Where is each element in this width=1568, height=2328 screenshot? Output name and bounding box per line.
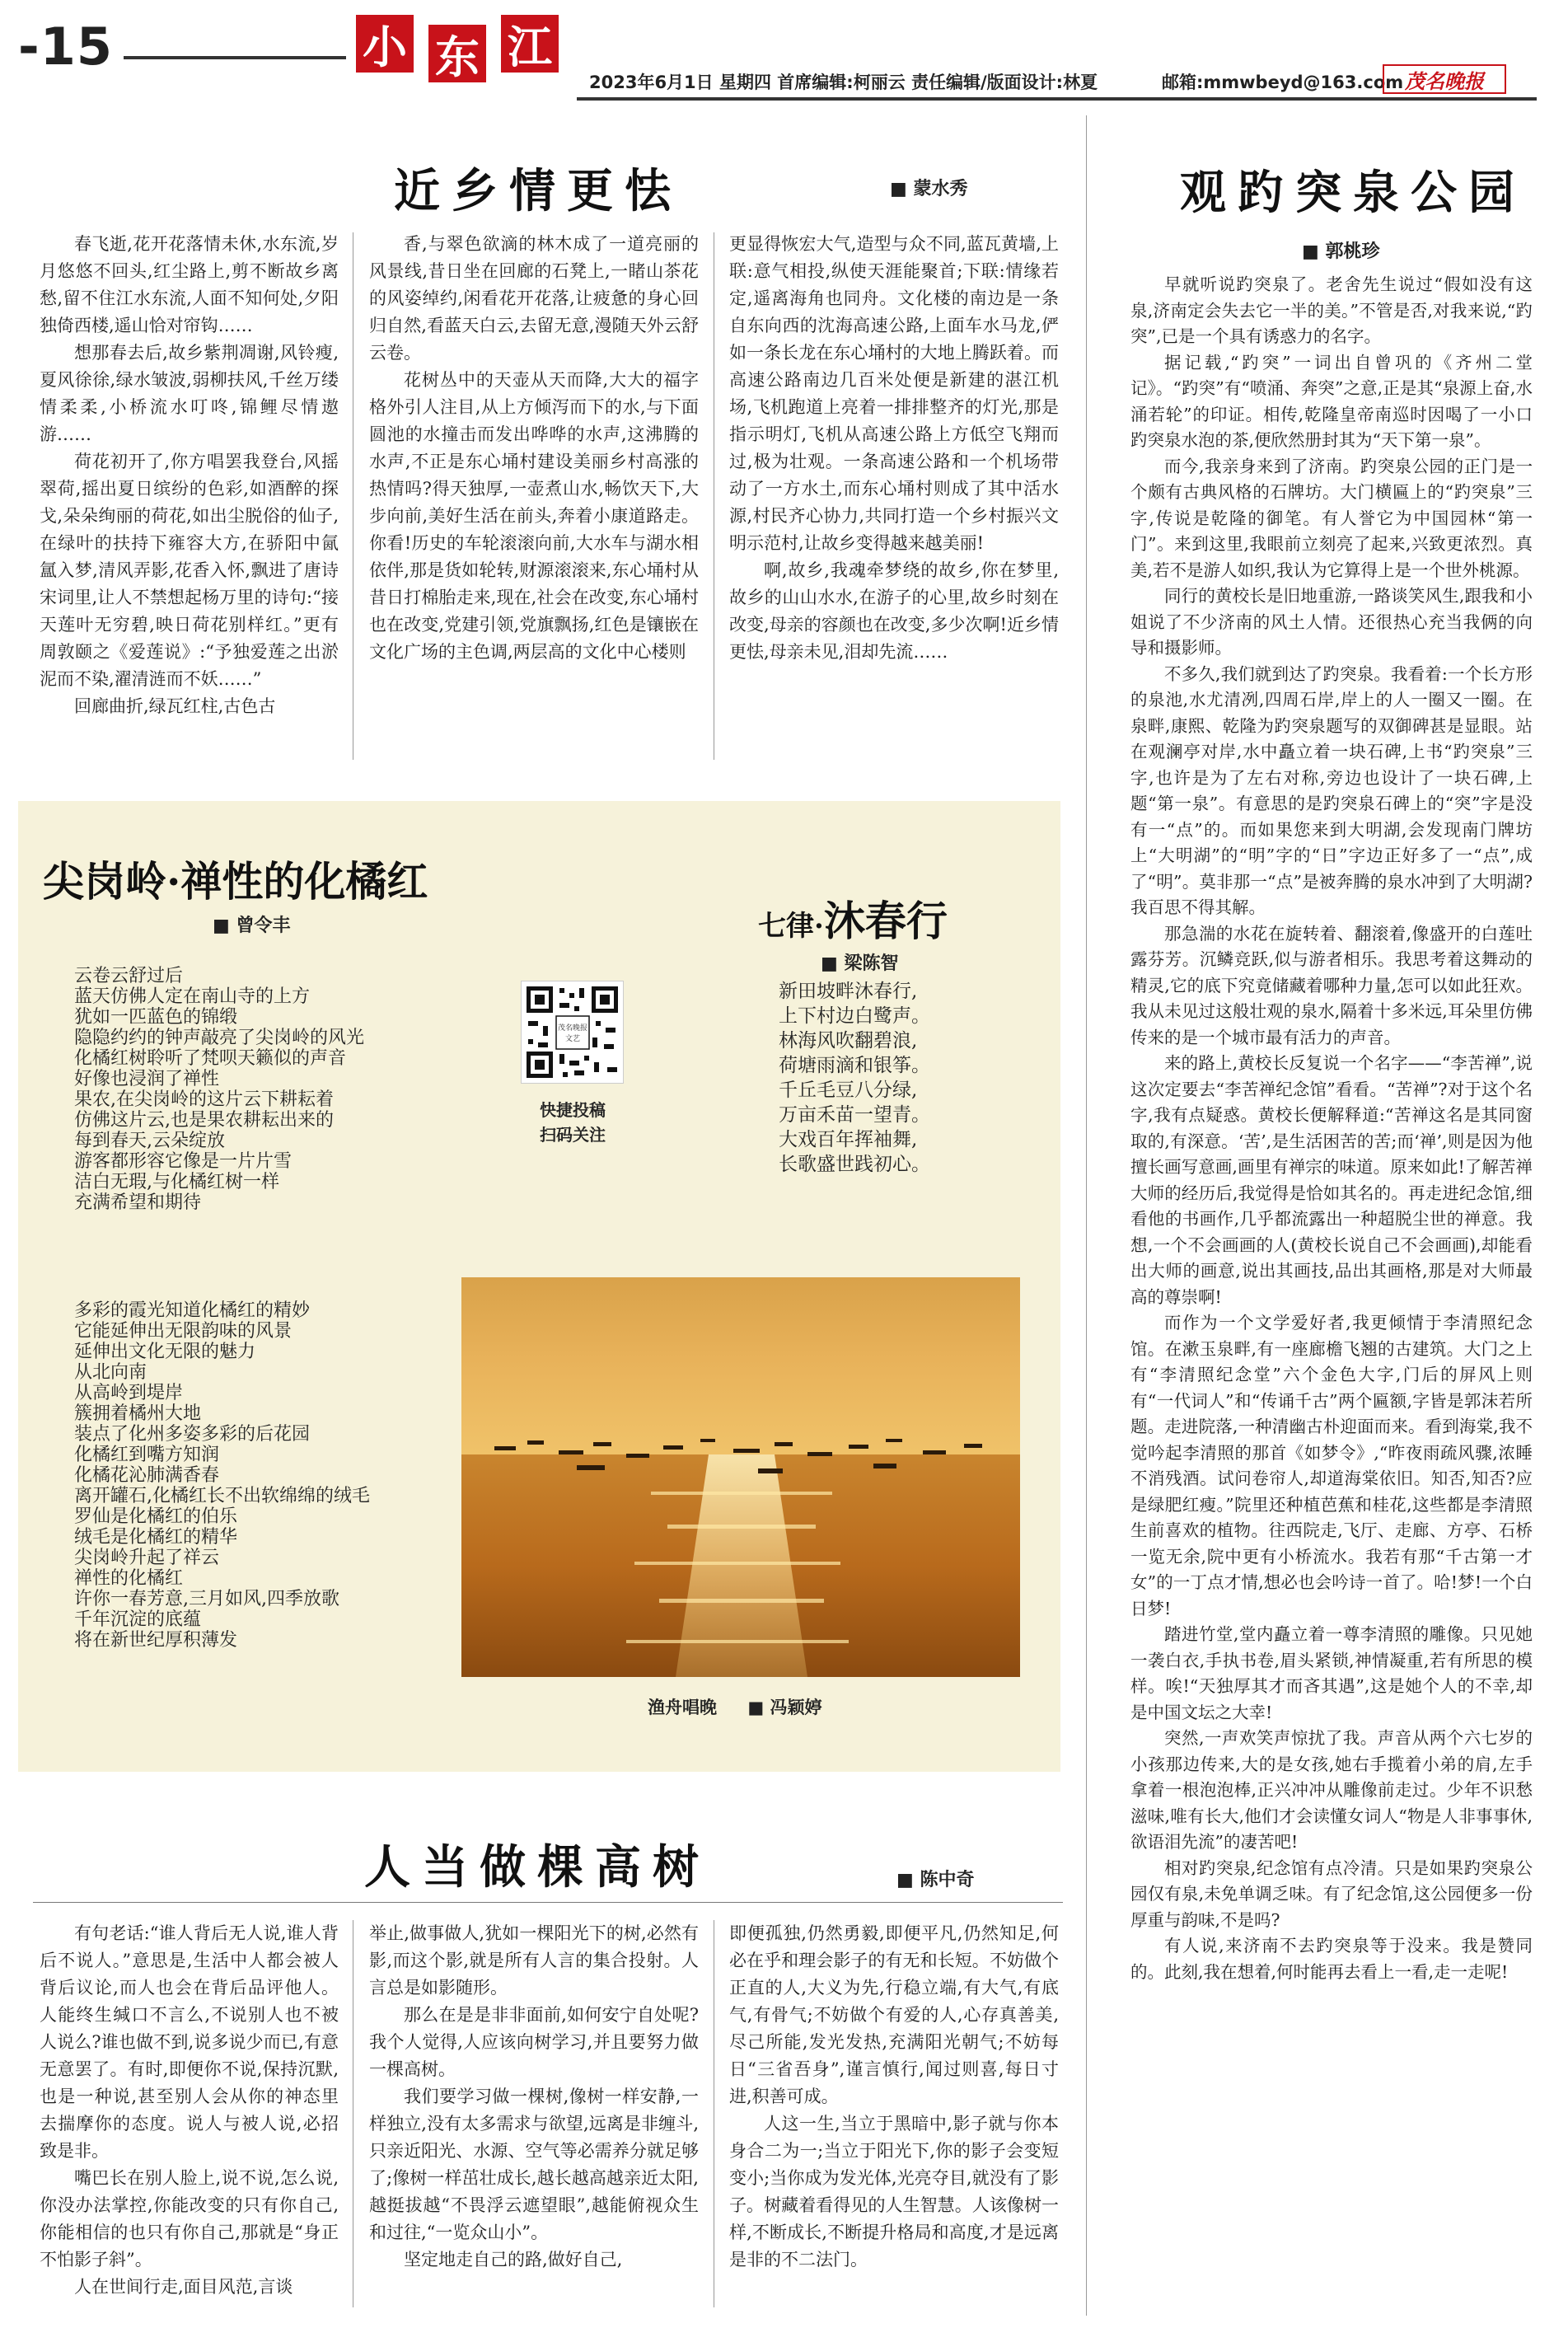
poem-line: 隐隐约约的钟声敲亮了尖岗岭的风光	[74, 1028, 365, 1048]
article1-byline: ■ 蒙水秀	[890, 179, 968, 199]
poem-line: 尖岗岭升起了祥云	[74, 1548, 220, 1568]
poem-line: 许你一春芳意,三月如风,四季放歌	[74, 1589, 339, 1609]
paragraph: 突然,一声欢笑声惊扰了我。声音从两个六七岁的小孩那边传来,大的是女孩,她右手揽着小弟的肩,左手拿着一根泡泡棒,正兴冲冲从雕像前走过。少年不识愁滋味,唯有长大,他们才会读懂女词人“物是人非事事休,欲语泪先流”的凄苦吧!	[1130, 1728, 1533, 1852]
paragraph: 有人说,来济南不去趵突泉等于没来。我是赞同的。此刻,我在想着,何时能再去看上一看,走一走呢!	[1130, 1936, 1533, 1982]
paragraph: 我们要学习做一棵树,像树一样安静,一样独立,没有太多需求与欲望,远离是非缠斗,只亲近阳光、水源、空气等必需养分就足够了;像树一样茁壮成长,越长越高越亲近太阳,越挺拔越“不畏浮云遮望眼”,越能俯视众生和过往,“一览众山小”。	[369, 2087, 699, 2242]
paragraph: 坚定地走自己的路,做好自己,	[404, 2250, 623, 2269]
paragraph: 而今,我亲身来到了济南。趵突泉公园的正门是一个颇有古典风格的石牌坊。大门横匾上的“趵突泉”三字,传说是乾隆的御笔。有人誉它为中国园林“第一门”。来到这里,我眼前立刻亮了起来,兴致更浓烈。真美,若不是游人如织,我认为它算得上是一个世外桃源。	[1130, 456, 1533, 580]
poem-line: 犹如一匹蓝色的锦缎	[74, 1007, 238, 1028]
qr-code[interactable]	[521, 981, 624, 1084]
poem-line: 洁白无瑕,与化橘红树一样	[74, 1172, 279, 1192]
poem-line: 游客都形容它像是一片片雪	[74, 1151, 293, 1172]
paragraph: 人这一生,当立于黑暗中,影子就与你本身合二为一;当立于阳光下,你的影子会变短变小;当你成为发光体,光亮夺目,就没有了影子。树藏着看得见的人生智慧。人该像树一样,不断成长,不断提升格局和高度,才是远离是非的不二法门。	[729, 2114, 1059, 2269]
photo-caption-title: 渔舟唱晚	[648, 1698, 717, 1717]
qr-label	[527, 1098, 618, 1147]
poem-line: 仿佛这片云,也是果农耕耘出来的	[74, 1110, 334, 1131]
poem2-lines	[779, 979, 976, 1177]
poem-line: 每到春天,云朵绽放	[74, 1131, 225, 1151]
paragraph: 嘴巴长在别人脸上,说不说,怎么说,你没办法掌控,你能改变的只有你自己,你能相信的也只有你自己,那就是“身正不怕影子斜”。	[40, 2168, 339, 2269]
photo-illustration	[461, 1277, 1020, 1677]
article1-title: 近乡情更怯	[394, 164, 682, 218]
poem1-stanza-1	[74, 966, 364, 1213]
poem-line: 绒毛是化橘红的精华	[74, 1527, 238, 1548]
article2-byline: ■ 陈中奇	[896, 1870, 975, 1890]
photo-caption	[648, 1694, 821, 1719]
poem-line: 簇拥着橘州大地	[74, 1403, 202, 1424]
photo-caption-author: ■ 冯颖婷	[747, 1698, 822, 1717]
article2-title: 人当做棵高树	[364, 1840, 710, 1895]
poem-line: 千年沉淀的底蕴	[74, 1609, 202, 1630]
paragraph: 春飞逝,花开花落情未休,水东流,岁月悠悠不回头,红尘路上,剪不断故乡离愁,留不住江水东流,人面不知何处,夕阳独倚西楼,遥山恰对帘钩……	[40, 234, 339, 335]
poem-line: 延伸出文化无限的魅力	[74, 1342, 256, 1362]
poem-line: 大戏百年挥袖舞,	[779, 1129, 918, 1150]
header-rule-right	[577, 97, 1537, 101]
sunset-fishing-boats-photo	[461, 1277, 1020, 1677]
page-number: -15	[18, 16, 114, 77]
paragraph: 来的路上,黄校长反复说一个名字——“李苦禅”,说这次定要去“李苦禅纪念馆”看看。“苦禅”?对于这个名字,我有点疑惑。黄校长便解释道:“苦禅这名是其同窗取的,有深意。‘苦’,是生活困苦的苦;而‘禅’,则是因为他擅长画写意画,画里有禅宗的味道。原来如此!了解苦禅大师的经历后,我觉得是恰如其名的。再走进纪念馆,细看他的书画作,几乎都流露出一种超脱尘世的禅意。我想,一个不会画画的人(黄校长说自己不会画画),却能看出大师的画意,说出其画技,品出其画格,那是对大师最高的尊崇啊!	[1130, 1053, 1533, 1307]
paragraph: 早就听说趵突泉了。老舍先生说过“假如没有这泉,济南定会失去它一半的美。”不管是否,对我来说,“趵突”,已是一个具有诱惑力的名字。	[1130, 274, 1533, 346]
poem-line: 从高岭到堤岸	[74, 1383, 184, 1403]
poem-line: 化橘花沁肺满香春	[74, 1465, 220, 1486]
paragraph: 有句老话:“谁人背后无人说,谁人背后不说人。”意思是,生活中人都会被人背后议论,而人也会在背后品评他人。人能终生缄口不言么,不说别人也不被人说么?谁也做不到,说多说少而已,有意无意罢了。有时,即便你不说,保持沉默,也是一种说,甚至别人会从你的神态里去揣摩你的态度。说人与被人说,必招致是非。	[40, 1923, 339, 2161]
brand-char-3: 江	[501, 15, 559, 73]
paragraph: 人在世间行走,面目风范,言谈	[74, 2277, 293, 2297]
poem-line: 它能延伸出无限韵味的风景	[74, 1321, 293, 1342]
article2-column-2	[369, 1920, 699, 2274]
poem-line: 将在新世纪厚积薄发	[74, 1630, 238, 1651]
svg-text:文艺: 文艺	[564, 1035, 581, 1043]
header-rule-left	[124, 56, 346, 59]
paragraph: 香,与翠色欲滴的林木成了一道亮丽的风景线,昔日坐在回廊的石凳上,一睹山茶花的风姿绰约,闲看花开花落,让疲惫的身心回归自然,看蓝天白云,去留无意,漫随天外云舒云卷。	[369, 234, 699, 363]
poem-line: 长歌盛世践初心。	[779, 1154, 930, 1175]
article1-column-1	[40, 231, 339, 720]
qr-code-pattern	[522, 981, 623, 1083]
paragraph: 想那春去后,故乡紫荆凋谢,风铃瘦,夏风徐徐,绿水皱波,弱柳扶风,千丝万缕情柔柔,小桥流水叮咚,锦鲤尽情遨游……	[40, 343, 339, 444]
article2-column-1	[40, 1920, 339, 2301]
poem-line: 从北向南	[74, 1362, 147, 1383]
poem-line: 罗仙是化橘红的伯乐	[74, 1506, 238, 1527]
poem-line: 云卷云舒过后	[74, 966, 184, 986]
contact-email: 邮箱:mmwbeyd@163.com	[1162, 73, 1404, 92]
poem1-title: 尖岗岭·禅性的化橘红	[43, 857, 428, 906]
article1-column-3	[729, 231, 1059, 666]
poem-line: 上下村边白鹭声。	[779, 1005, 930, 1027]
poem-line: 离开罐石,化橘红长不出软绵绵的绒毛	[74, 1486, 370, 1506]
paragraph: 相对趵突泉,纪念馆有点冷清。只是如果趵突泉公园仅有泉,未免单调乏味。有了纪念馆,这公园便多一份厚重与韵味,不是吗?	[1130, 1857, 1533, 1930]
paragraph: 举止,做事做人,犹如一棵阳光下的树,必然有影,而这个影,就是所有人言的集合投射。人言总是如影随形。	[369, 1923, 699, 1998]
paragraph: 而作为一个文学爱好者,我更倾情于李清照纪念馆。在漱玉泉畔,有一座廊檐飞翘的古建筑。大门之上有“李清照纪念堂”六个金色大字,门后的屏风上则有“一代词人”和“传诵千古”两个匾额,字皆是郭沫若所题。走进院落,一种清幽古朴迎面而来。看到海棠,我不觉吟起李清照的那首《如梦令》,“昨夜雨疏风骤,浓睡不消残酒。试问卷帘人,却道海棠依旧。知否,知否?应是绿肥红瘦。”院里还种植芭蕉和桂花,这些都是李清照生前喜欢的植物。往西院走,飞厅、走廊、方亭、石桥一览无余,院中更有小桥流水。我若有那“千古第一才女”的一丁点才情,想必也会吟诗一首了。哈!梦!一个白日梦!	[1130, 1313, 1533, 1618]
poem2-title-prefix: 七律·	[758, 910, 824, 943]
poem-line: 荷塘雨滴和银筝。	[779, 1055, 930, 1076]
poem-line: 禅性的化橘红	[74, 1568, 184, 1589]
article3-body	[1130, 272, 1533, 1985]
poem2-title	[758, 888, 948, 948]
paragraph: 踏进竹堂,堂内矗立着一尊李清照的雕像。只见她一袭白衣,手执书卷,眉头紧锁,神情凝重,若有所思的模样。唉!“天独厚其才而吝其遇”,这是她个人的不幸,却是中国文坛之大幸!	[1130, 1624, 1533, 1722]
paragraph: 花树丛中的天壶从天而降,大大的福字格外引人注目,从上方倾泻而下的水,与下面圆池的水撞击而发出哗哗的水声,这沸腾的水声,不正是东心埇村建设美丽乡村高涨的热情吗?得天独厚,一壶煮山水,畅饮天下,大步向前,美好生活在前头,奔着小康道路走。你看!历史的车轮滚滚向前,大水车与湖水相依伴,那是货如轮转,财源滚滚来,东心埇村从昔日打棉胎走来,现在,社会在改变,东心埇村也在改变,党建引领,党旗飘扬,红色是镶嵌在文化广场的主色调,两层高的文化中心楼则	[369, 370, 699, 662]
poem-line: 果农,在尖岗岭的这片云下耕耘着	[74, 1089, 334, 1110]
poem-line: 新田坡畔沐春行,	[779, 981, 918, 1002]
article1-column-2	[369, 231, 699, 666]
poem1-stanza-2	[74, 1300, 370, 1651]
paragraph: 更显得恢宏大气,造型与众不同,蓝瓦黄墙,上联:意气相投,纵使天涯能聚首;下联:情缘若定,遥离海角也同舟。文化楼的南边是一条自东向西的沈海高速公路,上面车水马龙,俨如一条长龙在东心埇村的大地上腾跃着。而高速公路南边几百米处便是新建的湛江机场,飞机跑道上亮着一排排整齐的灯光,那是指示明灯,飞机从高速公路上方低空飞翔而过,极为壮观。一条高速公路和一个机场带动了一方水土,而东心埇村则成了其中活水源,村民齐心协力,共同打造一个乡村振兴文明示范村,让故乡变得越来越美丽!	[729, 234, 1059, 553]
paragraph: 那急湍的水花在旋转着、翻滚着,像盛开的白莲吐露芬芳。沉鳞竞跃,似与游者相乐。我思考着这舞动的精灵,它的底下究竟储藏着哪种力量,怎可以如此狂欢。我从未见过这般壮观的泉水,隔着十多米远,耳朵里仿佛传来的是一个城市最有活力的声音。	[1130, 923, 1533, 1047]
article3-byline: ■ 郭桃珍	[1302, 241, 1380, 262]
poem-line: 充满希望和期待	[74, 1192, 202, 1213]
article2-top-rule	[33, 1902, 1063, 1903]
poem-line: 好像也浸润了禅性	[74, 1069, 220, 1089]
brand-char-1: 小	[356, 15, 414, 73]
newspaper-logo: 茂名晚报	[1383, 64, 1506, 94]
poem-line: 装点了化州多姿多彩的后花园	[74, 1424, 311, 1445]
paragraph: 据记载,“趵突”一词出自曾巩的《齐州二堂记》。“趵突”有“喷涌、奔突”之意,正是其“泉源上奋,水涌若轮”的印证。相传,乾隆皇帝南巡时因喝了一小口趵突泉水泡的茶,便欣然册封其为“天下第一泉”。	[1130, 352, 1533, 450]
paragraph: 同行的黄校长是旧地重游,一路谈笑风生,跟我和小姐说了不少济南的风土人情。还很热心充当我俩的向导和摄影师。	[1130, 586, 1533, 658]
article3-title: 观趵突泉公园	[1180, 166, 1526, 220]
paragraph: 回廊曲折,绿瓦红柱,古色古	[74, 696, 276, 716]
paragraph: 啊,故乡,我魂牵梦绕的故乡,你在梦里,故乡的山山水水,在游子的心里,故乡时刻在改变,母亲的容颜也在改变,多少次啊!近乡情更怯,母亲未见,泪却先流……	[729, 560, 1059, 662]
poem-line: 林海风吹翻碧浪,	[779, 1030, 918, 1052]
article2-column-3	[729, 1920, 1059, 2274]
brand-char-2: 东	[428, 25, 486, 82]
svg-text:茂名晚报: 茂名晚报	[557, 1024, 588, 1033]
poem2-byline: ■ 梁陈智	[821, 953, 899, 974]
poem-line: 多彩的霞光知道化橘红的精妙	[74, 1300, 311, 1321]
qr-label-line-2: 扫码关注	[540, 1125, 606, 1145]
qr-label-line-1: 快捷投稿	[540, 1100, 606, 1120]
poem1-byline: ■ 曾令丰	[213, 916, 291, 936]
poem-line: 化橘红树聆听了梵呗天籁似的声音	[74, 1048, 347, 1069]
poem-line: 蓝天仿佛人定在南山寺的上方	[74, 986, 311, 1007]
paragraph: 荷花初开了,你方唱罢我登台,风摇翠荷,摇出夏日缤纷的色彩,如酒醉的探戈,朵朵绚丽的荷花,如出尘脱俗的仙子,在绿叶的扶持下雍容大方,在骄阳中氤氲入梦,清风弄影,花香入怀,飘进了唐诗宋词里,让人不禁想起杨万里的诗句:“接天莲叶无穷碧,映日荷花别样红。”更有周敦颐之《爱莲说》:“予独爱莲之出淤泥而不染,濯清涟而不妖……”	[40, 452, 339, 689]
edition-info: 2023年6月1日 星期四 首席编辑:柯丽云 责任编辑/版面设计:林夏	[589, 73, 1098, 92]
paragraph: 不多久,我们就到达了趵突泉。我看着:一个长方形的泉池,水尤清冽,四周石岸,岸上的人一圈又一圈。在泉畔,康熙、乾隆为趵突泉题写的双御碑甚是显眼。站在观澜亭对岸,水中矗立着一块石碑,上书“趵突泉”三字,也许是为了左右对称,旁边也设计了一块石碑,上题“第一泉”。有意思的是趵突泉石碑上的“突”字是没有一“点”的。而如果您来到大明湖,会发现南门牌坊上“大明湖”的“明”字的“日”字边正好多了一“点”,成了“明”。莫非那一“点”是被奔腾的泉水冲到了大明湖?我百思不得其解。	[1130, 663, 1533, 917]
paragraph: 那么在是是非非面前,如何安宁自处呢?我个人觉得,人应该向树学习,并且要努力做一棵高树。	[369, 2005, 699, 2079]
paragraph: 即便孤独,仍然勇毅,即便平凡,仍然知足,何必在乎和理会影子的有无和长短。不妨做个正直的人,大义为先,行稳立端,有大气,有底气,有骨气;不妨做个有爱的人,心存真善美,尽己所能,发光发热,充满阳光朝气;不妨每日“三省吾身”,谨言慎行,闻过则喜,每日寸进,积善可成。	[729, 1923, 1059, 2106]
poem2-title-main: 沐春行	[823, 897, 948, 945]
poem-line: 千丘毛豆八分绿,	[779, 1080, 918, 1101]
poem-line: 万亩禾苗一望青。	[779, 1104, 930, 1126]
poem-line: 化橘红到嘴方知润	[74, 1445, 220, 1465]
section-divider	[1086, 115, 1087, 2316]
